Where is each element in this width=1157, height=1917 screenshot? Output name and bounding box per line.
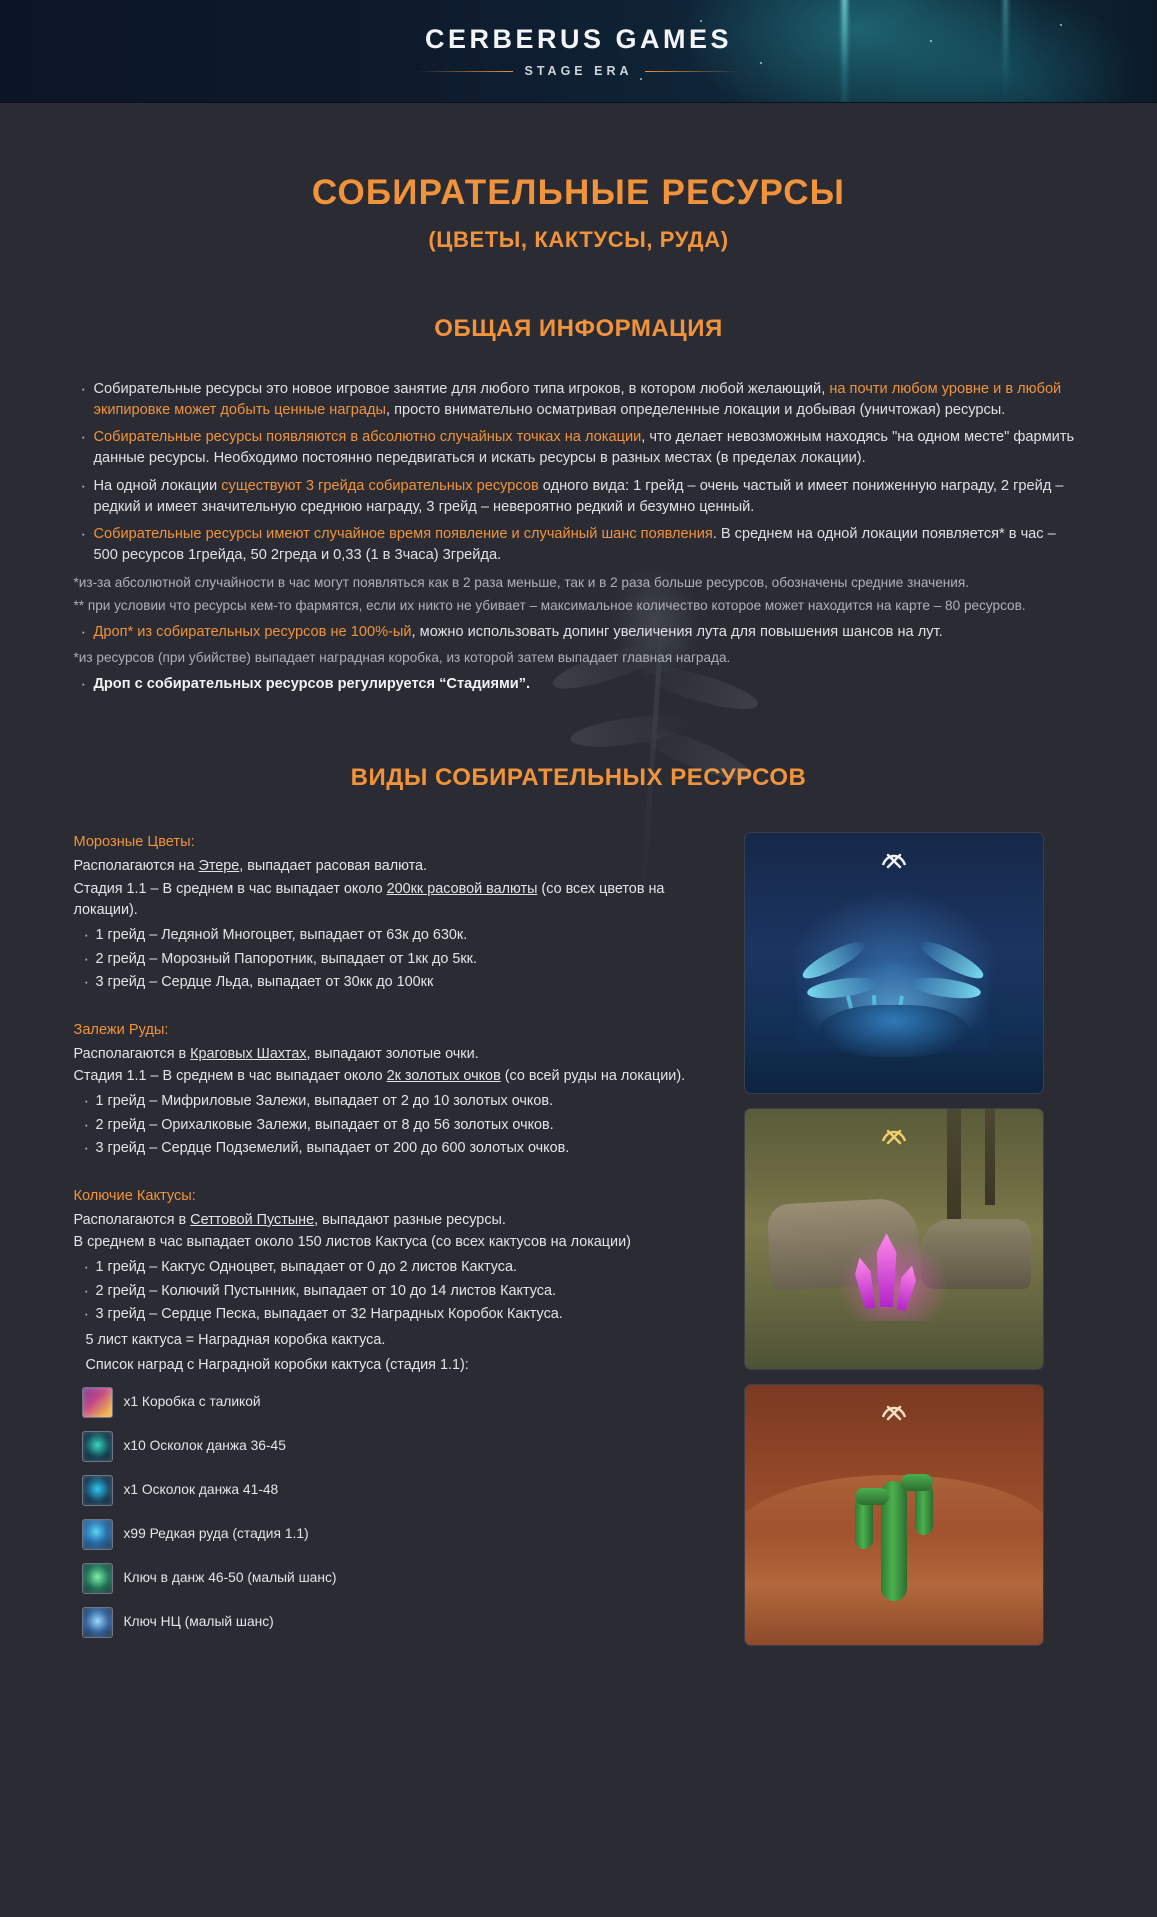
text: Располагаются на [73, 858, 199, 875]
brand-rule-right [645, 71, 741, 72]
bullet-text: , просто внимательно осматривая определенные локации и добывая (уничтожая) ресурсы. [386, 401, 1006, 418]
bullet-text: одного вида: 1 грейд – очень частый и имеет пониженную награду, 2 грейд – редкий и имеет значительную среднюю награду, 3 грейд – невероятно редкий и безумно ценный. [93, 477, 1064, 515]
reward-label: х1 Осколок данжа 41-48 [123, 1482, 279, 1498]
general-bullet-list-drop [74, 622, 1084, 643]
stages-note: Дроп с собирательных ресурсов регулируется “Стадиями”. [93, 675, 531, 692]
list-item: · 3 грейд – Сердце Льда, выпадает от 30кк до 100кк [74, 972, 714, 994]
bullet-highlight: Дроп* из собирательных ресурсов не 100%-ый [93, 624, 412, 641]
reward-label: х99 Редкая руда (стадия 1.1) [123, 1526, 309, 1542]
dungeon-shard-icon [82, 1475, 113, 1506]
brand-block [0, 24, 1157, 78]
page-subtitle: (ЦВЕТЫ, КАКТУСЫ, РУДА) [428, 227, 729, 252]
list-item [82, 1563, 714, 1594]
list-item [74, 379, 1084, 420]
reward-label: х10 Осколок данжа 36-45 [123, 1438, 286, 1454]
list-item [82, 1431, 714, 1462]
resource-title: Колючие Кактусы: [73, 1187, 196, 1204]
bullet-text: На одной локации [93, 477, 222, 494]
list-item [74, 674, 1084, 695]
list-item [74, 622, 1084, 643]
location-link[interactable]: Сеттовой Пустыне [190, 1211, 315, 1228]
dungeon-shard-icon [82, 1431, 113, 1462]
pickaxe-icon [877, 1397, 911, 1427]
bullet-highlight: Собирательные ресурсы появляются в абсолютно случайных точках на локации [93, 429, 642, 446]
resource-stage-line: В среднем в час выпадает около 150 листов Кактуса (со всех кактусов на локации) [73, 1234, 631, 1251]
footnote-reward-box: *из ресурсов (при убийстве) выпадает наградная коробка, из которой затем выпадает главная награда. [73, 649, 731, 665]
resource-types-section [74, 832, 1084, 1664]
resource-group-ore [74, 1020, 714, 1160]
ore-deposit-image [744, 1108, 1044, 1370]
bullet-highlight: на почти любом уровне и в любой экипировке может добыть ценные награды [93, 381, 1062, 418]
section-heading-general: ОБЩАЯ ИНФОРМАЦИЯ [434, 315, 723, 342]
resource-location-line [74, 1044, 714, 1066]
bullet-text: Собирательные ресурсы это новое игровое занятие для любого типа игроков, в котором любой желающий, [93, 381, 830, 397]
reward-label: Ключ НЦ (малый шанс) [123, 1614, 274, 1630]
list-item: · 2 грейд – Орихалковые Залежи, выпадает от 8 до 56 золотых очков. [74, 1115, 714, 1137]
page-title: СОБИРАТЕЛЬНЫЕ РЕСУРСЫ [311, 173, 846, 212]
resource-stage-line [74, 879, 714, 922]
reward-amount: 2к золотых очков [386, 1068, 501, 1085]
nc-key-icon [82, 1607, 113, 1638]
general-info-block [74, 379, 1084, 694]
list-item [74, 476, 1084, 517]
pickaxe-icon [877, 1121, 911, 1151]
general-bullet-list [74, 379, 1084, 566]
list-item [74, 427, 1084, 468]
star-decor [700, 20, 702, 22]
bullet-text: , можно использовать допинг увеличения лута для повышения шансов на лут. [411, 624, 943, 641]
footnote-random-spawn: *из-за абсолютной случайности в час могут появляться как в 2 раза меньше, так и в 2 раза больше ресурсов, обозначены средние значения. [73, 574, 969, 590]
bullet-text: . В среднем на одной локации появляется* в час – 500 ресурсов 1грейда, 50 2греда и 0,33 (1 в 3часа) 3грейда. [93, 526, 1056, 564]
resource-title: Залежи Руды: [73, 1021, 169, 1038]
loot-box-icon [82, 1387, 113, 1418]
text: Располагаются в [73, 1045, 191, 1062]
text: Стадия 1.1 – В среднем в час выпадает около [73, 1068, 387, 1085]
text: , выпадают золотые очки. [306, 1045, 479, 1062]
text: Располагаются в [73, 1211, 191, 1228]
text: Стадия 1.1 – В среднем в час выпадает около [73, 880, 387, 897]
bullet-highlight: существуют 3 грейда собирательных ресурсов [221, 477, 539, 494]
brand-subtitle: STAGE ERA [524, 64, 633, 78]
resource-group-frost-flowers [74, 832, 714, 994]
rare-ore-icon [82, 1519, 113, 1550]
page-body [0, 173, 1157, 1734]
text: (со всех цветов на локации). [73, 880, 665, 919]
resource-stage-line [74, 1066, 714, 1088]
list-item [82, 1607, 714, 1638]
list-item: · 2 грейд – Колючий Пустынник, выпадает от 10 до 14 листов Кактуса. [74, 1281, 714, 1303]
text: , выпадают разные ресурсы. [314, 1211, 506, 1228]
list-item: · 1 грейд – Мифриловые Залежи, выпадает от 2 до 10 золотых очков. [74, 1091, 714, 1113]
reward-box-formula: 5 лист кактуса = Наградная коробка кактуса. [85, 1331, 386, 1348]
site-banner [0, 0, 1157, 103]
reward-label: Ключ в данж 46-50 (малый шанс) [123, 1570, 337, 1586]
bullet-highlight: Собирательные ресурсы имеют случайное время появление и случайный шанс появления [93, 526, 713, 543]
footnote-max-resources: ** при условии что ресурсы кем-то фармятся, если их никто не убивает – максимальное количество которое может находится на карте – 80 ресурсов. [73, 598, 1026, 614]
resource-title: Морозные Цветы: [73, 834, 195, 851]
grade-list [74, 1091, 714, 1160]
list-item [82, 1519, 714, 1550]
resource-screenshots [744, 832, 1044, 1664]
list-item: · 3 грейд – Сердце Подземелий, выпадает от 200 до 600 золотых очков. [74, 1138, 714, 1160]
reward-amount: 200кк расовой валюты [386, 880, 538, 897]
section-heading-types: ВИДЫ СОБИРАТЕЛЬНЫХ РЕСУРСОВ [350, 764, 807, 792]
list-item: · 1 грейд – Кактус Одноцвет, выпадает от 0 до 2 листов Кактуса. [74, 1257, 714, 1279]
frost-flower-image [744, 832, 1044, 1094]
text: , выпадает расовая валюта. [239, 858, 428, 875]
resource-group-cactus [74, 1186, 714, 1638]
list-item [82, 1475, 714, 1506]
reward-label: х1 Коробка с таликой [123, 1394, 261, 1410]
list-item [74, 524, 1084, 565]
reward-items-list [82, 1387, 714, 1638]
location-link[interactable]: Краговых Шахтах [190, 1045, 307, 1062]
reward-list-caption: Список наград с Наградной коробки кактуса (стадия 1.1): [85, 1357, 469, 1374]
brand-rule-left [417, 71, 513, 72]
brand-subtitle-row [0, 64, 1157, 78]
general-bullet-list-stages [74, 674, 1084, 695]
text: (со всей руды на локации). [500, 1068, 686, 1085]
resource-location-line [74, 1210, 714, 1232]
list-item: · 1 грейд – Ледяной Многоцвет, выпадает от 63к до 630к. [74, 925, 714, 947]
location-link[interactable]: Этере [198, 858, 240, 875]
brand-title: CERBERUS GAMES [424, 24, 733, 54]
resource-location-line [74, 856, 714, 878]
pickaxe-icon [877, 845, 911, 875]
bullet-text: , что делает невозможным находясь "на одном месте" фармить данные ресурсы. Необходимо постоянно передвигаться и искать ресурсы в разных местах (в пределах локации). [93, 429, 1075, 467]
list-item: · 2 грейд – Морозный Папоротник, выпадает от 1кк до 5кк. [74, 949, 714, 971]
resource-descriptions [74, 832, 714, 1664]
list-item [82, 1387, 714, 1418]
list-item: · 3 грейд – Сердце Песка, выпадает от 32 Наградных Коробок Кактуса. [74, 1304, 714, 1326]
grade-list [74, 1257, 714, 1326]
star-decor [640, 78, 642, 80]
cactus-image [744, 1384, 1044, 1646]
grade-list [74, 925, 714, 994]
dungeon-key-icon [82, 1563, 113, 1594]
